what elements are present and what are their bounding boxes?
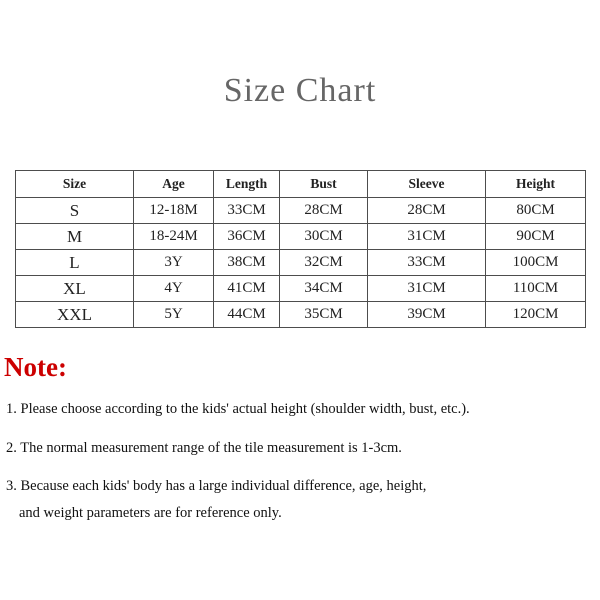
table-body xyxy=(16,198,586,328)
cell-sleeve: 39CM xyxy=(368,302,486,328)
table-row xyxy=(16,276,586,302)
cell-sleeve: 33CM xyxy=(368,250,486,276)
table-row xyxy=(16,302,586,328)
cell-age: 3Y xyxy=(134,250,214,276)
note-item-continuation: and weight parameters are for reference only. xyxy=(19,504,282,521)
cell-length: 38CM xyxy=(214,250,280,276)
column-header-age: Age xyxy=(134,171,214,198)
cell-bust: 32CM xyxy=(280,250,368,276)
size-table-container xyxy=(15,170,585,328)
column-header-size: Size xyxy=(16,171,134,198)
cell-height: 100CM xyxy=(486,250,586,276)
cell-length: 44CM xyxy=(214,302,280,328)
cell-sleeve: 28CM xyxy=(368,198,486,224)
cell-height: 110CM xyxy=(486,276,586,302)
column-header-length: Length xyxy=(214,171,280,198)
note-item xyxy=(6,477,586,523)
page-title: Size Chart xyxy=(223,72,377,109)
note-heading: Note: xyxy=(4,352,67,382)
cell-size: S xyxy=(16,198,134,224)
notes-list xyxy=(6,400,586,542)
table-header-row xyxy=(16,171,586,198)
cell-bust: 28CM xyxy=(280,198,368,224)
cell-length: 36CM xyxy=(214,224,280,250)
table-header xyxy=(16,171,586,198)
column-header-sleeve: Sleeve xyxy=(368,171,486,198)
table-row xyxy=(16,250,586,276)
cell-bust: 35CM xyxy=(280,302,368,328)
column-header-bust: Bust xyxy=(280,171,368,198)
note-item: 2. The normal measurement range of the tile measurement is 1-3cm. xyxy=(6,439,402,456)
cell-bust: 30CM xyxy=(280,224,368,250)
cell-size: L xyxy=(16,250,134,276)
cell-age: 5Y xyxy=(134,302,214,328)
table-row xyxy=(16,224,586,250)
cell-height: 120CM xyxy=(486,302,586,328)
note-item: 1. Please choose according to the kids' actual height (shoulder width, bust, etc.). xyxy=(6,401,470,417)
size-table xyxy=(15,170,586,328)
cell-length: 41CM xyxy=(214,276,280,302)
cell-height: 90CM xyxy=(486,224,586,250)
cell-size: M xyxy=(16,224,134,250)
cell-size: XXL xyxy=(16,302,134,328)
note-item-text: 3. Because each kids' body has a large individual difference, age, height, xyxy=(6,478,427,495)
cell-size: XL xyxy=(16,276,134,302)
cell-height: 80CM xyxy=(486,198,586,224)
cell-bust: 34CM xyxy=(280,276,368,302)
column-header-height: Height xyxy=(486,171,586,198)
cell-sleeve: 31CM xyxy=(368,276,486,302)
cell-age: 4Y xyxy=(134,276,214,302)
cell-length: 33CM xyxy=(214,198,280,224)
cell-age: 18-24M xyxy=(134,224,214,250)
cell-sleeve: 31CM xyxy=(368,224,486,250)
table-row xyxy=(16,198,586,224)
cell-age: 12-18M xyxy=(134,198,214,224)
